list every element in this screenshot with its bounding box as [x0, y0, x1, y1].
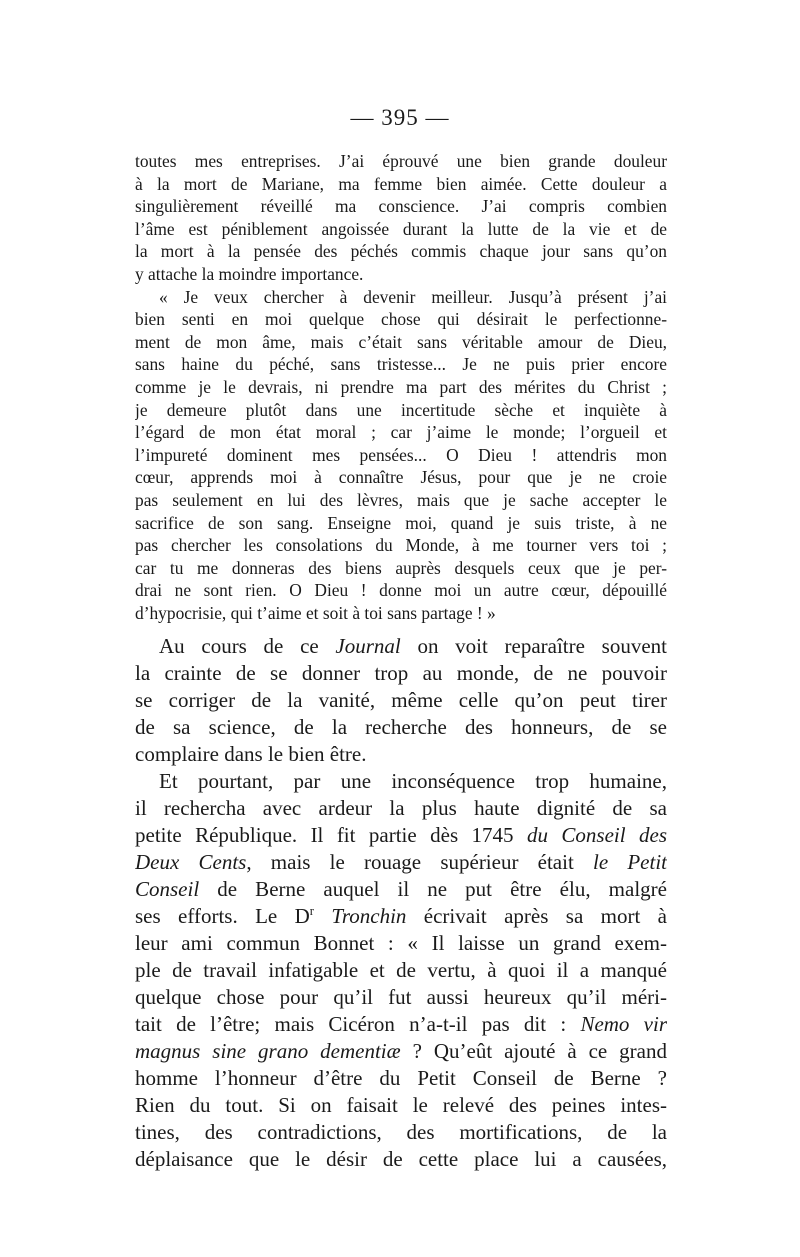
body-line	[135, 876, 667, 903]
body-line	[135, 1038, 667, 1065]
quote-line: l’égard de mon état moral ; car j’aime le monde; l’orgueil et	[135, 422, 667, 443]
quote-line: sacrifice de son sang. Enseigne moi, quand je suis triste, à ne	[135, 512, 667, 533]
superscript: r	[309, 904, 314, 918]
body-line	[135, 849, 667, 876]
quote-line: à la mort de Mariane, ma femme bien aimée. Cette douleur a	[135, 173, 667, 194]
quote-line: « Je veux chercher à devenir meilleur. Jusqu’à présent j’ai	[159, 286, 667, 307]
italic-phrase: le Petit	[593, 850, 667, 874]
body-line: de sa science, de la recherche des honneurs, de se	[135, 715, 667, 739]
italic-phrase: Deux Cents	[135, 850, 247, 874]
italic-title: Journal	[335, 634, 401, 658]
text-run: , mais le rouage supérieur était	[246, 850, 593, 874]
quote-line: y attache la moindre importance.	[135, 263, 364, 284]
quote-line: ment de mon âme, mais c’était sans véritable amour de Dieu,	[135, 331, 667, 352]
quote-line: singulièrement réveillé ma conscience. J’ai compris combien	[135, 196, 667, 217]
body-line: homme l’honneur d’être du Petit Conseil de Berne ?	[135, 1066, 667, 1090]
body-line: Et pourtant, par une inconséquence trop humaine,	[159, 769, 667, 793]
quote-line: comme je le devrais, ni prendre ma part des mérites du Christ ;	[135, 376, 667, 397]
quote-line: pas chercher les consolations du Monde, à me tourner vers toi ;	[135, 535, 667, 556]
latin-quote: Nemo vir	[580, 1012, 667, 1036]
body-line: il rechercha avec ardeur la plus haute dignité de sa	[135, 796, 667, 820]
body-line: tines, des contradictions, des mortifications, de la	[135, 1120, 667, 1144]
text-run: on voit reparaître souvent	[400, 634, 667, 658]
text-run: tait de l’être; mais Cicéron n’a-t-il pas dit :	[135, 1012, 581, 1036]
quote-line: drai ne sont rien. O Dieu ! donne moi un autre cœur, dépouillé	[135, 580, 667, 601]
quote-line: la mort à la pensée des péchés commis chaque jour sans qu’on	[135, 241, 667, 262]
italic-phrase: Conseil	[135, 877, 200, 901]
text-run: écrivait après sa mort à	[406, 904, 667, 928]
body-line	[135, 1011, 667, 1038]
journal-quote-block	[135, 150, 667, 624]
quote-line: bien senti en moi quelque chose qui désirait le perfectionne-	[135, 309, 667, 330]
quote-line: sans haine du péché, sans tristesse... Je ne puis prier encore	[135, 354, 667, 375]
latin-quote: magnus sine grano dementiæ	[135, 1039, 401, 1063]
text-run: petite République. Il fit partie dès 1745	[135, 823, 527, 847]
quote-line: cœur, apprends moi à connaître Jésus, pour que je ne croie	[135, 467, 667, 488]
body-line: ple de travail infatigable et de vertu, à quoi il a manqué	[135, 958, 667, 982]
text-run: de Berne auquel il ne put être élu, malgré	[199, 877, 667, 901]
body-line	[135, 633, 667, 660]
body-line	[135, 903, 667, 930]
body-line: Rien du tout. Si on faisait le relevé des peines intes-	[135, 1093, 667, 1117]
text-run: ses efforts. Le D	[135, 904, 310, 928]
body-line: complaire dans le bien être.	[135, 742, 367, 766]
quote-line: l’impureté dominent mes pensées... O Dieu ! attendris mon	[135, 444, 667, 465]
quote-line: pas seulement en lui des lèvres, mais que je sache accepter le	[135, 489, 667, 510]
quote-line: je demeure plutôt dans une incertitude sèche et inquiète à	[135, 399, 667, 420]
body-line: leur ami commun Bonnet : « Il laisse un grand exem-	[135, 931, 667, 955]
text-run: ? Qu’eût ajouté à ce grand	[400, 1039, 667, 1063]
page-number: — 395 —	[350, 105, 450, 130]
quote-line: toutes mes entreprises. J’ai éprouvé une bien grande douleur	[135, 151, 667, 171]
body-line: se corriger de la vanité, même celle qu’on peut tirer	[135, 688, 667, 712]
quote-line: car tu me donneras des biens auprès desquels ceux que je per-	[135, 557, 667, 578]
italic-phrase: du Conseil des	[526, 823, 667, 847]
body-line	[135, 822, 667, 849]
italic-name: Tronchin	[331, 904, 407, 928]
quote-line: l’âme est péniblement angoissée durant la lutte de la vie et de	[135, 218, 667, 239]
body-text	[135, 633, 667, 1173]
body-line: déplaisance que le désir de cette place lui a causées,	[135, 1147, 667, 1171]
body-line: quelque chose pour qu’il fut aussi heureux qu’il méri-	[135, 985, 667, 1009]
body-line: la crainte de se donner trop au monde, de ne pouvoir	[135, 661, 667, 685]
quote-line: d’hypocrisie, qui t’aime et soit à toi sans partage ! »	[135, 602, 496, 623]
text-run: Au cours de ce	[159, 634, 336, 658]
